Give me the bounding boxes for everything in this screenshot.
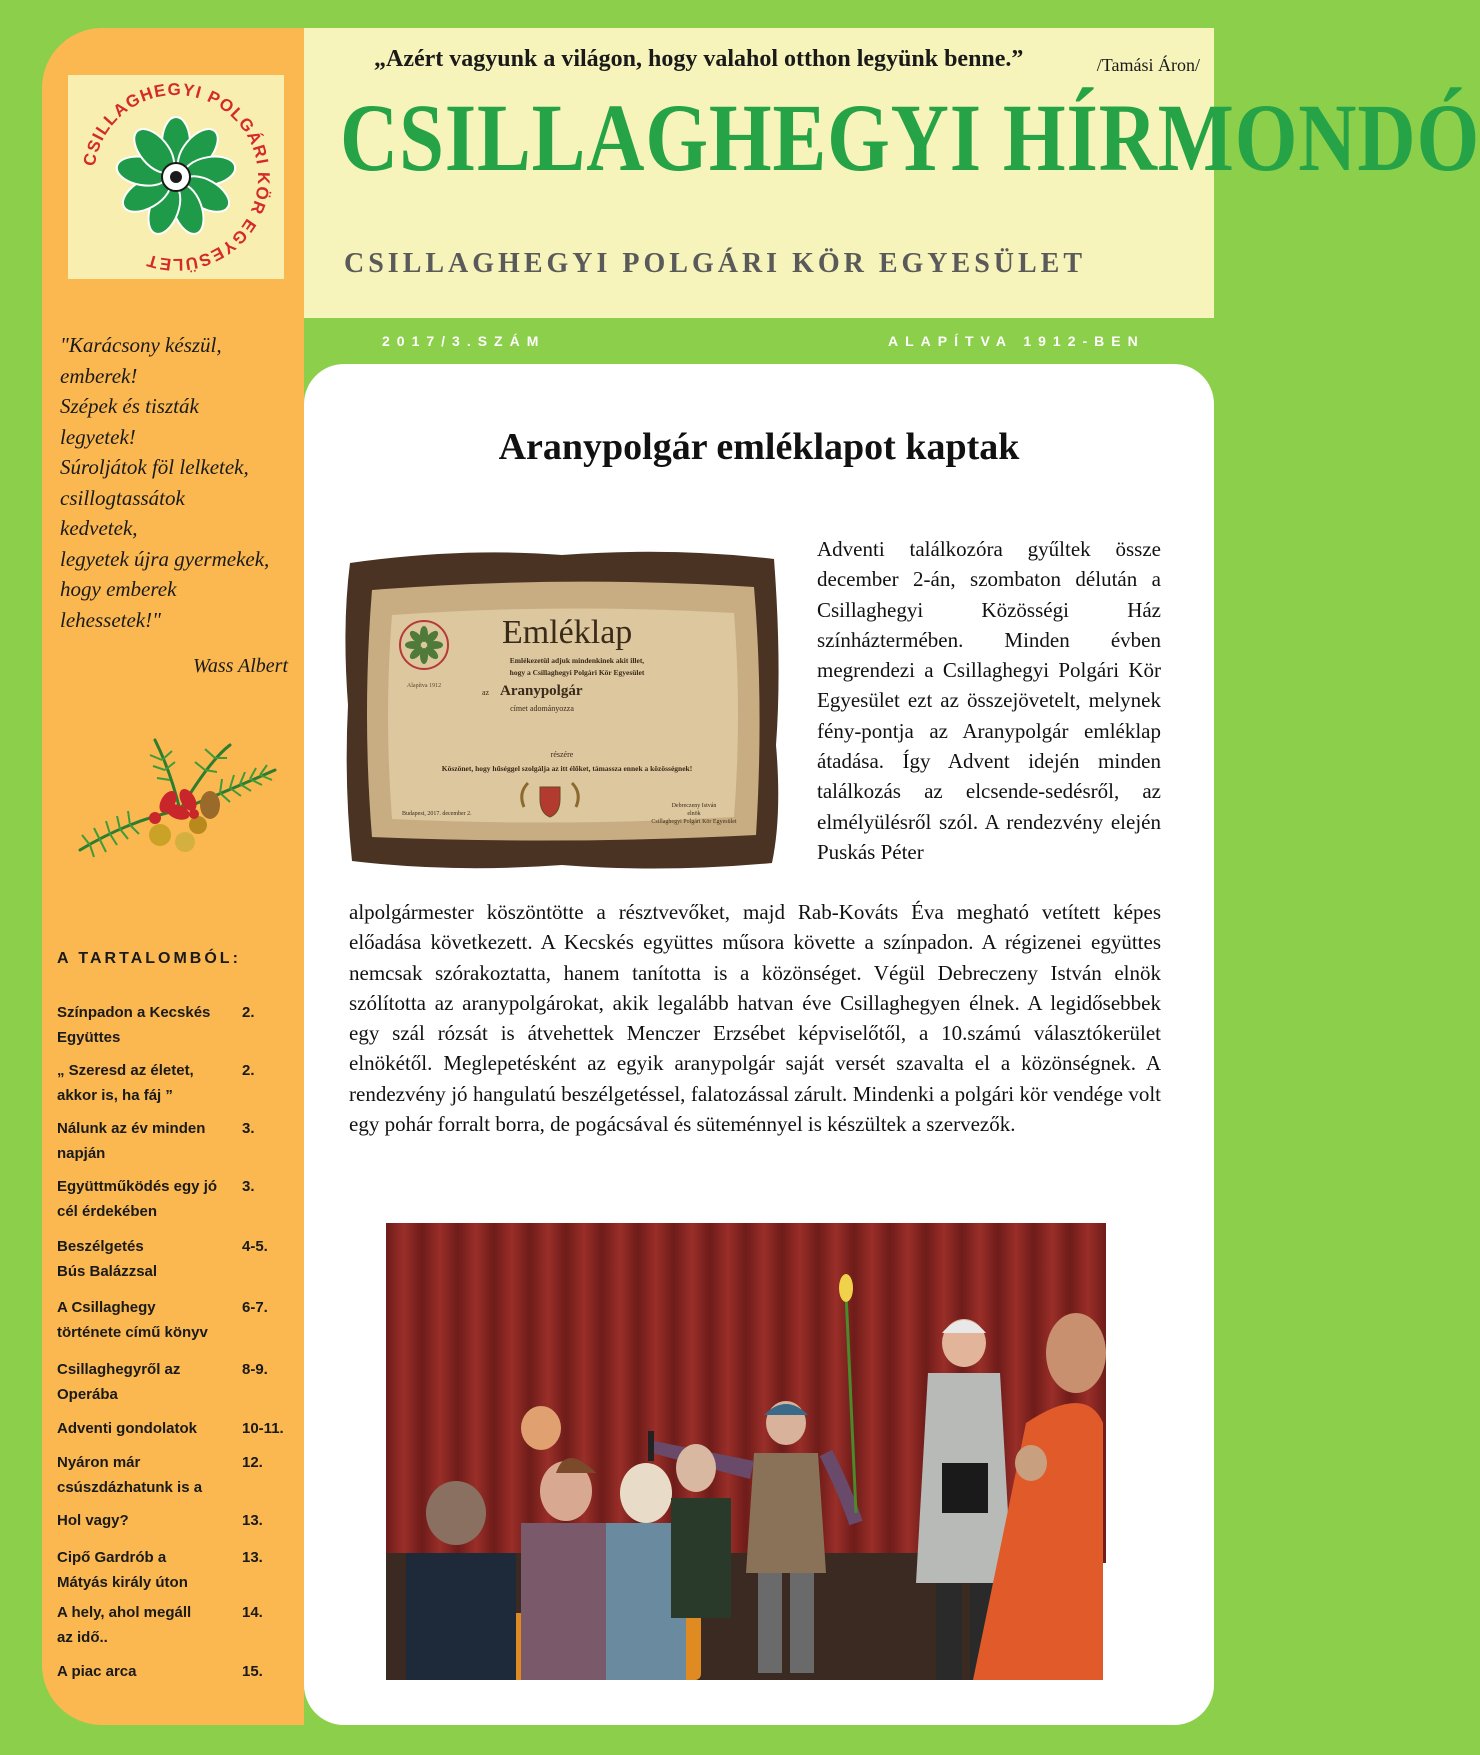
toc-item[interactable]	[57, 1600, 287, 1650]
toc-item[interactable]	[57, 1295, 287, 1345]
christmas-decoration-image	[70, 730, 285, 880]
toc-item[interactable]	[57, 1508, 287, 1533]
certificate-signatory-role: elnök	[687, 811, 701, 817]
founded-year: ALAPÍTVA 1912-BEN	[888, 333, 1145, 349]
certificate-signatory: Debreczeny István	[671, 803, 717, 809]
toc-item-label: A piac arca	[57, 1663, 137, 1680]
toc-item-page: 6-7.	[242, 1299, 268, 1316]
toc-item-page: 12.	[242, 1454, 263, 1471]
article-paragraph-intro: Adventi találkozóra gyűltek össze december 2-án, szombaton délután a Csillaghegyi Közösségi Ház színháztermében. Minden évben megrendezi a Csillaghegyi Polgári Kör Egyesület ezt az összejövetelt, melynek fény-pontja az Aranypolgár emléklap átadása. Így Advent idején minden találkozás az elcsende-sedésről, az elmélyülésről szól. A rendezvény elején Puskás Péter	[817, 537, 1161, 864]
club-logo	[68, 75, 284, 279]
certificate-photo	[342, 545, 782, 873]
toc-item-page: 14.	[242, 1604, 263, 1621]
toc-item-page: 13.	[242, 1549, 263, 1566]
christmas-poem: "Karácsony készül, emberek! Szépek és tiszták legyetek! Súroljátok föl lelketek, csillogtassátok kedvetek, legyetek újra gyermekek, hogy emberek lehessetek!"	[60, 333, 270, 632]
toc-item-label: Beszélgetés Bús Balázzsal	[57, 1238, 158, 1280]
toc-item-label: Cipő Gardrób a Mátyás király úton	[57, 1549, 188, 1591]
certificate-logo-sub: Alapítva 1912	[406, 683, 442, 689]
masthead-quote: „Azért vagyunk a világon, hogy valahol otthon legyünk benne.”	[374, 46, 1024, 72]
toc-item[interactable]	[57, 1000, 287, 1050]
certificate-line1: Emlékezetül adjuk mindenkinek akit illet,	[509, 656, 645, 665]
poem-author: Wass Albert	[193, 655, 289, 677]
certificate-line3: címet adományozza	[510, 704, 574, 713]
toc-item-label: A hely, ahol megáll az idő..	[57, 1604, 192, 1646]
toc-item-page: 10-11.	[242, 1420, 284, 1437]
toc-item[interactable]	[57, 1659, 287, 1684]
toc-item-label: A Csillaghegy története című könyv	[57, 1299, 208, 1341]
toc-item[interactable]	[57, 1357, 287, 1407]
toc-item[interactable]	[57, 1116, 287, 1166]
certificate-line2: hogy a Csillaghegyi Polgári Kör Egyesület	[509, 668, 645, 677]
club-logo-emblem	[68, 75, 284, 279]
certificate-title: Emléklap	[502, 614, 633, 651]
toc-item[interactable]	[57, 1545, 287, 1595]
logo-ring-text: CSILLAGHEGYI POLGÁRI KÖR EGYESÜLET	[79, 79, 274, 275]
toc-item-label: Hol vagy?	[57, 1512, 129, 1529]
toc-item-label: Csillaghegyről az Operába	[57, 1361, 181, 1403]
toc-item-page: 13.	[242, 1512, 263, 1529]
toc-item[interactable]	[57, 1234, 287, 1284]
toc-item[interactable]	[57, 1058, 287, 1108]
toc-item-page: 3.	[242, 1120, 255, 1137]
certificate-thanks: Köszönet, hogy hűséggel szolgálja az itt élőket, támassza ennek a közösségnek!	[441, 764, 693, 773]
toc-heading: A TARTALOMBÓL:	[57, 950, 241, 967]
toc-item-label: „ Szeresd az életet, akkor is, ha fáj ”	[57, 1062, 194, 1104]
certificate-signatory-org: Csillaghegyi Polgári Kör Egyesület	[651, 819, 737, 825]
toc-item-label: Együttműködés egy jó cél érdekében	[57, 1178, 218, 1220]
quote-author: /Tamási Áron/	[1096, 55, 1200, 75]
toc-item-page: 4-5.	[242, 1238, 268, 1255]
event-photo	[386, 1223, 1103, 1680]
article-title: Aranypolgár emléklapot kaptak	[498, 426, 1020, 468]
toc-item-page: 2.	[242, 1062, 255, 1079]
issue-number: 2017/3.SZÁM	[382, 333, 546, 349]
certificate-reszere: részére	[550, 750, 574, 759]
toc-item-page: 3.	[242, 1178, 255, 1195]
toc-item-label: Adventi gondolatok	[57, 1420, 197, 1437]
toc-item-page: 8-9.	[242, 1361, 268, 1378]
certificate-name: Aranypolgár	[500, 683, 583, 699]
toc-item-page: 2.	[242, 1004, 255, 1021]
toc-item[interactable]	[57, 1450, 287, 1500]
masthead	[304, 28, 1480, 318]
certificate-place: Budapest, 2017. december 2.	[402, 811, 472, 817]
toc-item[interactable]	[57, 1174, 287, 1224]
toc-item-page: 15.	[242, 1663, 263, 1680]
newspaper-title: CSILLAGHEGYI HÍRMONDÓ	[340, 84, 1480, 191]
toc-item-label: Nyáron már csúszdázhatunk is a	[57, 1454, 203, 1496]
article-paragraph-main: alpolgármester köszöntötte a résztvevőket, majd Rab-Kováts Éva megható vetített képes előadása következett. A Kecskés együttes műsora követte a színpadon. A régizenei együttes nemcsak szórakoztatta, hanem tanította is a közönséget. Végül Debreczeny István elnök szólította az aranypolgárokat, akik legalább hatvan éve Csillaghegyen élnek. A legidősebbek egy szál rózsát is átvehettek Menczer Erzsébet képviselőtől, a 10.számú választókerület elnökétől. Meglepetésként az egyik aranypolgár saját versét szavalta el a közönségnek. A rendezvény jó hangulatú beszélgetéssel, falatozással zárult. Mindenki a polgári kör vendége volt egy pohár forralt borra, de pogácsával és süteménnyel is készültek a szervezők.	[349, 900, 1161, 1137]
newspaper-subtitle: CSILLAGHEGYI POLGÁRI KÖR EGYESÜLET	[344, 248, 1087, 279]
toc-item[interactable]	[57, 1416, 287, 1441]
toc-item-label: Színpadon a Kecskés Együttes	[57, 1004, 211, 1046]
toc-item-label: Nálunk az év minden napján	[57, 1120, 206, 1162]
certificate-az: az	[482, 688, 490, 697]
